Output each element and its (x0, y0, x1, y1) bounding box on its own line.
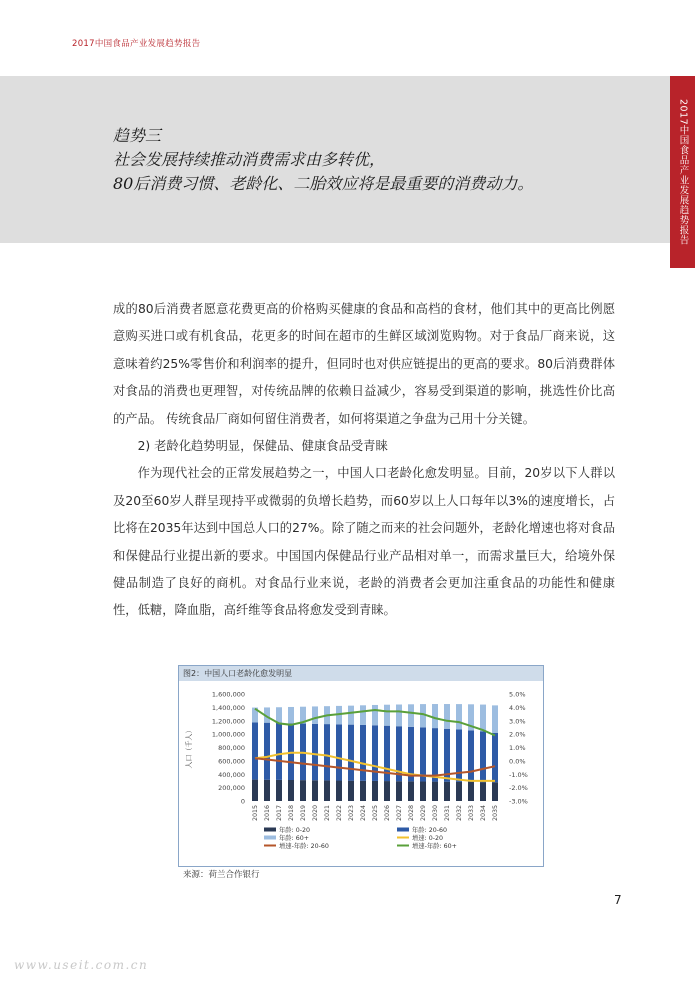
figure-source: 来源：荷兰合作银行 (183, 870, 260, 880)
y-tick-label: 0 (240, 797, 245, 806)
x-tick-label: 2019 (300, 805, 307, 822)
bar-segment (492, 782, 498, 801)
bar-segment (288, 707, 294, 723)
banner-line: 趋势三 (113, 126, 162, 145)
x-tick-label: 2028 (408, 805, 415, 822)
x-tick-label: 2016 (264, 805, 271, 822)
x-tick-label: 2033 (468, 805, 475, 822)
y2-tick-label: 1.0% (509, 744, 526, 752)
y2-tick-label: 2.0% (509, 730, 526, 739)
x-tick-label: 2020 (312, 805, 319, 822)
bar-segment (480, 705, 486, 732)
bar-segment (312, 780, 318, 801)
x-tick-label: 2031 (444, 805, 451, 822)
y2-tick-label: 0.0% (509, 757, 526, 766)
x-tick-label: 2024 (360, 805, 367, 822)
bar-segment (300, 780, 306, 801)
bar-segment (276, 707, 282, 723)
bar-segment (420, 781, 426, 801)
bar-segment (360, 705, 366, 725)
x-tick-label: 2017 (276, 805, 283, 822)
x-tick-label: 2032 (456, 805, 463, 822)
bar-segment (276, 723, 282, 780)
side-tab-label: 2017中国食品产业发展趋势报告 (677, 98, 689, 246)
legend-label: 增速-年龄: 60+ (412, 843, 457, 850)
bar-segment (456, 782, 462, 801)
y-axis-label: 人口（千人） (185, 726, 193, 769)
bar-segment (468, 782, 474, 801)
bar-segment (468, 730, 474, 782)
bar-segment (420, 727, 426, 781)
bar-segment (396, 704, 402, 726)
x-tick-label: 2027 (396, 805, 403, 822)
y2-tick-label: 5.0% (509, 690, 526, 699)
y-tick-label: 1,000,000 (211, 730, 245, 739)
bar-segment (408, 781, 414, 801)
section-heading: 2) 老龄化趋势明显，保健品、健康食品受青睐 (137, 439, 388, 454)
bar-segment (408, 704, 414, 727)
bar-segment (288, 780, 294, 801)
x-tick-label: 2034 (480, 805, 487, 822)
bar-segment (348, 781, 354, 801)
bar-segment (264, 780, 270, 801)
y-tick-label: 400,000 (218, 770, 245, 779)
x-tick-label: 2022 (336, 805, 343, 822)
banner-heading (113, 124, 533, 196)
page-number: 7 (614, 893, 622, 907)
legend-label: 增速: 0-20 (412, 835, 444, 842)
watermark: www.useit.com.cn (14, 958, 149, 972)
bar-segment (288, 723, 294, 780)
bar-segment (444, 782, 450, 801)
bar-segment (336, 724, 342, 780)
y2-tick-label: -2.0% (509, 784, 528, 793)
y-tick-label: 200,000 (218, 784, 245, 793)
y-tick-label: 1,400,000 (211, 703, 245, 712)
bar-segment (372, 781, 378, 801)
bar-segment (264, 723, 270, 780)
bar-segment (312, 724, 318, 780)
bar-segment (456, 704, 462, 729)
bar-segment (348, 725, 354, 781)
legend-label: 年龄: 20-60 (412, 827, 448, 834)
banner-line: 80后消费习惯、老龄化、二胎效应将是最重要的消费动力。 (113, 174, 534, 193)
figure-title: 图2：中国人口老龄化愈发明显 (179, 666, 543, 681)
bar-segment (372, 705, 378, 725)
bar-segment (384, 705, 390, 726)
x-tick-label: 2029 (420, 805, 427, 822)
bar-segment (444, 704, 450, 729)
y2-tick-label: 3.0% (509, 717, 526, 726)
bar-segment (360, 725, 366, 781)
bar-segment (360, 781, 366, 801)
y-tick-label: 1,200,000 (211, 717, 245, 726)
legend-label: 增速-年龄: 20-60 (279, 843, 329, 850)
x-tick-label: 2035 (492, 805, 499, 822)
running-header: 2017中国食品产业发展趋势报告 (72, 39, 201, 49)
legend-swatch (264, 828, 276, 832)
y2-tick-label: -3.0% (509, 797, 528, 806)
banner-line: 社会发展持续推动消费需求由多转优， (113, 150, 386, 169)
bar-segment (492, 733, 498, 782)
bar-segment (348, 706, 354, 725)
bar-segment (384, 781, 390, 801)
legend-label: 年龄: 60+ (279, 835, 310, 842)
y2-tick-label: 4.0% (509, 703, 526, 712)
x-tick-label: 2015 (252, 805, 259, 822)
y-tick-label: 600,000 (218, 757, 245, 766)
bar-segment (492, 705, 498, 732)
bar-segment (324, 724, 330, 780)
bar-segment (276, 780, 282, 801)
bar-segment (312, 706, 318, 723)
side-tab (670, 76, 695, 268)
legend-swatch (397, 828, 409, 832)
bar-segment (432, 704, 438, 728)
population-chart (179, 681, 543, 866)
legend-swatch (264, 836, 276, 840)
y2-tick-label: -1.0% (509, 770, 528, 779)
bar-segment (252, 780, 258, 801)
y-tick-label: 800,000 (218, 744, 245, 752)
bar-segment (480, 782, 486, 801)
x-tick-label: 2025 (372, 805, 379, 822)
x-tick-label: 2030 (432, 805, 439, 822)
figure-chart (178, 665, 544, 867)
bar-segment (396, 781, 402, 801)
bar-segment (432, 728, 438, 782)
x-tick-label: 2023 (348, 805, 355, 822)
x-tick-label: 2018 (288, 805, 295, 822)
bar-segment (432, 782, 438, 801)
bar-segment (324, 780, 330, 801)
paragraph: 成的80后消费者愿意花费更高的价格购买健康的食品和高档的食材，他们其中的更高比例愿意购买进口或有机食品，花更多的时间在超市的生鲜区域浏览购物。对于食品厂商来说，这意味着约25%零售价和利润率的提升，但同时也对供应链提出的更高的要求。80后消费群体对食品的消费也更理智，对传统品牌的依赖日益减少，容易受到渠道的影响，挑选性价比高的产品。 传统食品厂商如何留住消费者，如何将渠道之争盘为己用十分关键。 (113, 302, 615, 426)
y-tick-label: 1,600,000 (211, 690, 245, 699)
legend-label: 年龄: 0-20 (279, 827, 311, 834)
bar-segment (336, 781, 342, 801)
paragraph: 作为现代社会的正常发展趋势之一，中国人口老龄化愈发明显。目前，20岁以下人群以及20至60岁人群呈现持平或微弱的负增长趋势，而60岁以上人口每年以3%的速度增长，占比将在2035年达到中国总人口的27%。除了随之而来的社会问题外，老龄化增速也将对食品和保健品行业提出新的要求。中国国内保健品行业产品相对单一，而需求量巨大，给境外保健品制造了良好的商机。对食品行业来说，老龄的消费者会更加注重食品的功能性和健康性，低糖，降血脂，高纤维等食品将愈发受到青睐。 (113, 466, 615, 618)
x-tick-label: 2021 (324, 805, 331, 822)
bar-segment (480, 731, 486, 782)
body-text (113, 296, 615, 625)
bar-segment (252, 722, 258, 779)
x-tick-label: 2026 (384, 805, 391, 822)
